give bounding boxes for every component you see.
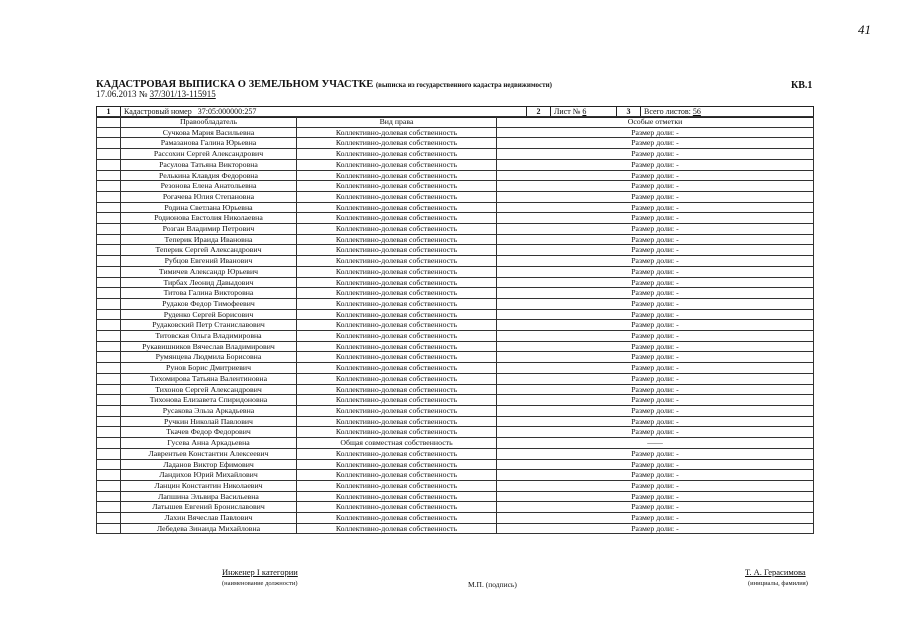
note-cell: Размер доли: - — [497, 149, 814, 160]
right-type-cell: Коллективно-долевая собственность — [297, 181, 497, 192]
right-type-cell: Коллективно-долевая собственность — [297, 459, 497, 470]
note-cell: Размер доли: - — [497, 288, 814, 299]
index-cell — [97, 502, 121, 513]
index-cell — [97, 138, 121, 149]
owner-cell: Тихонова Елизавета Спиридоновна — [121, 395, 297, 406]
right-type-cell: Коллективно-долевая собственность — [297, 331, 497, 342]
table-row — [97, 459, 814, 470]
owner-cell: Резонова Елена Анатольевна — [121, 181, 297, 192]
index-cell — [97, 245, 121, 256]
table-row — [97, 427, 814, 438]
sheet-label: Лист № — [554, 107, 581, 116]
note-cell: Размер доли: - — [497, 224, 814, 235]
owner-cell: Ланцин Константин Николаевич — [121, 480, 297, 491]
right-type-cell: Коллективно-долевая собственность — [297, 405, 497, 416]
owner-cell: Руденко Сергей Борисович — [121, 309, 297, 320]
owner-cell: Релькина Клавдия Федоровна — [121, 170, 297, 181]
owner-cell: Лахин Вячеслав Павлович — [121, 513, 297, 524]
right-type-cell: Коллективно-долевая собственность — [297, 341, 497, 352]
table-row — [97, 266, 814, 277]
owner-cell: Тимичев Александр Юрьевич — [121, 266, 297, 277]
table-row — [97, 491, 814, 502]
notes-column-header: Особые отметки — [497, 117, 814, 128]
table-row — [97, 234, 814, 245]
owner-cell: Родина Светлана Юрьевна — [121, 202, 297, 213]
right-type-cell: Общая совместная собственность — [297, 438, 497, 449]
index-cell — [97, 224, 121, 235]
owner-cell: Рукавишников Вячеслав Владимирович — [121, 341, 297, 352]
note-cell: Размер доли: - — [497, 523, 814, 534]
index-cell — [97, 352, 121, 363]
note-cell: Размер доли: - — [497, 245, 814, 256]
name-caption: (инициалы, фамилия) — [748, 580, 808, 587]
owner-cell: Титова Галина Викторовна — [121, 288, 297, 299]
owner-cell: Рудаковский Петр Станиславович — [121, 320, 297, 331]
right-type-cell: Коллективно-долевая собственность — [297, 352, 497, 363]
right-type-cell: Коллективно-долевая собственность — [297, 266, 497, 277]
index-cell — [97, 395, 121, 406]
index-cell — [97, 159, 121, 170]
right-type-cell: Коллективно-долевая собственность — [297, 127, 497, 138]
note-cell: Размер доли: - — [497, 234, 814, 245]
note-cell: Размер доли: - — [497, 138, 814, 149]
index-cell — [97, 480, 121, 491]
owner-cell: Гусева Анна Аркадьевна — [121, 438, 297, 449]
index-cell — [97, 213, 121, 224]
table-row — [97, 320, 814, 331]
owners-table — [96, 116, 814, 534]
table-row — [97, 373, 814, 384]
owner-cell: Ландихов Юрий Михайлович — [121, 470, 297, 481]
table-row — [97, 170, 814, 181]
right-type-cell: Коллективно-долевая собственность — [297, 288, 497, 299]
index-cell — [97, 320, 121, 331]
index-cell — [97, 363, 121, 374]
owner-cell: Лапшина Эльвира Васильевна — [121, 491, 297, 502]
right-type-cell: Коллективно-долевая собственность — [297, 138, 497, 149]
note-cell: Размер доли: - — [497, 213, 814, 224]
right-type-cell: Коллективно-долевая собственность — [297, 213, 497, 224]
right-type-cell: Коллективно-долевая собственность — [297, 480, 497, 491]
table-row — [97, 384, 814, 395]
index-cell — [97, 170, 121, 181]
note-cell: Размер доли: - — [497, 395, 814, 406]
note-cell: Размер доли: - — [497, 352, 814, 363]
right-type-cell: Коллективно-долевая собственность — [297, 234, 497, 245]
right-type-cell: Коллективно-долевая собственность — [297, 277, 497, 288]
signer-name-text: Т. А. Герасимова — [745, 567, 806, 577]
note-cell: Размер доли: - — [497, 341, 814, 352]
note-cell: Размер доли: - — [497, 373, 814, 384]
number-sign: № — [138, 89, 148, 99]
table-row — [97, 405, 814, 416]
right-type-cell: Коллективно-долевая собственность — [297, 298, 497, 309]
owner-cell: Титовская Ольга Владимировна — [121, 331, 297, 342]
table-header-row — [97, 117, 814, 128]
title-subtitle: (выписка из государственного кадастра недвижимости) — [375, 81, 552, 89]
form-code: КВ.1 — [791, 80, 813, 91]
table-row — [97, 363, 814, 374]
title-main: КАДАСТРОВАЯ ВЫПИСКА О ЗЕМЕЛЬНОМ УЧАСТКЕ — [96, 79, 374, 90]
table-row — [97, 331, 814, 342]
right-type-cell: Коллективно-долевая собственность — [297, 256, 497, 267]
table-row — [97, 288, 814, 299]
table-row — [97, 513, 814, 524]
index-cell — [97, 277, 121, 288]
index-column-header — [97, 117, 121, 128]
table-row — [97, 352, 814, 363]
owner-cell: Родионова Евстолия Николаевна — [121, 213, 297, 224]
index-cell — [97, 438, 121, 449]
index-cell — [97, 427, 121, 438]
note-cell: Размер доли: - — [497, 277, 814, 288]
owner-cell: Рамазанова Галина Юрьевна — [121, 138, 297, 149]
date-number-line — [96, 89, 216, 99]
index-cell — [97, 331, 121, 342]
table-row — [97, 480, 814, 491]
owner-cell: Лаврентьев Константин Алексеевич — [121, 448, 297, 459]
owner-cell: Тихонов Сергей Александрович — [121, 384, 297, 395]
note-cell: Размер доли: - — [497, 470, 814, 481]
note-cell: Размер доли: - — [497, 309, 814, 320]
cadastral-number: 37:05:000000:257 — [197, 107, 257, 116]
note-cell: Размер доли: - — [497, 448, 814, 459]
table-row — [97, 256, 814, 267]
position-caption: (наименование должности) — [222, 580, 298, 587]
note-cell: Размер доли: - — [497, 127, 814, 138]
index-cell — [97, 448, 121, 459]
total-label: Всего листов: — [644, 107, 691, 116]
note-cell: Размер доли: - — [497, 256, 814, 267]
owner-cell: Рубцов Евгений Иванович — [121, 256, 297, 267]
right-type-cell: Коллективно-долевая собственность — [297, 149, 497, 160]
note-cell: Размер доли: - — [497, 405, 814, 416]
note-cell: Размер доли: - — [497, 202, 814, 213]
index-cell — [97, 523, 121, 534]
table-row — [97, 138, 814, 149]
index-cell — [97, 149, 121, 160]
right-type-cell: Коллективно-долевая собственность — [297, 191, 497, 202]
signer-position — [222, 567, 298, 577]
right-type-cell: Коллективно-долевая собственность — [297, 245, 497, 256]
owner-cell: Рогачева Юлия Степановна — [121, 191, 297, 202]
right-type-cell: Коллективно-долевая собственность — [297, 384, 497, 395]
table-row — [97, 395, 814, 406]
total-index: 3 — [617, 107, 641, 118]
index-cell — [97, 384, 121, 395]
right-type-cell: Коллективно-долевая собственность — [297, 395, 497, 406]
index-cell — [97, 470, 121, 481]
note-cell: Размер доли: - — [497, 331, 814, 342]
right-column-header: Вид права — [297, 117, 497, 128]
owner-cell: Рудаков Федор Тимофеевич — [121, 298, 297, 309]
sheet-index: 2 — [527, 107, 551, 118]
page-number: 41 — [858, 22, 871, 37]
signer-name — [745, 567, 806, 577]
note-cell: Размер доли: - — [497, 502, 814, 513]
table-row — [97, 341, 814, 352]
note-cell: Размер доли: - — [497, 298, 814, 309]
sheet-number: 6 — [582, 107, 587, 116]
table-row — [97, 159, 814, 170]
note-cell: Размер доли: - — [497, 320, 814, 331]
header-index: 1 — [97, 107, 121, 118]
owner-cell: Тирбах Леонид Давыдович — [121, 277, 297, 288]
owner-cell: Ладанов Виктор Ефимович — [121, 459, 297, 470]
owner-cell: Румянцева Людмила Борисовна — [121, 352, 297, 363]
right-type-cell: Коллективно-долевая собственность — [297, 491, 497, 502]
index-cell — [97, 309, 121, 320]
cadastral-label: Кадастровый номер — [124, 107, 192, 116]
table-row — [97, 416, 814, 427]
table-row — [97, 127, 814, 138]
index-cell — [97, 373, 121, 384]
owner-column-header: Правообладатель — [121, 117, 297, 128]
index-cell — [97, 127, 121, 138]
table-row — [97, 224, 814, 235]
note-cell: Размер доли: - — [497, 480, 814, 491]
table-row — [97, 202, 814, 213]
right-type-cell: Коллективно-долевая собственность — [297, 373, 497, 384]
table-row — [97, 277, 814, 288]
note-cell: Размер доли: - — [497, 427, 814, 438]
table-row — [97, 213, 814, 224]
owner-cell: Розган Владимир Петрович — [121, 224, 297, 235]
owner-cell: Теперик Сергей Александрович — [121, 245, 297, 256]
owner-cell: Латышев Евгений Брониславович — [121, 502, 297, 513]
owner-cell: Расулова Татьяна Викторовна — [121, 159, 297, 170]
index-cell — [97, 234, 121, 245]
table-row — [97, 181, 814, 192]
owner-cell: Теперик Ираида Ивановна — [121, 234, 297, 245]
index-cell — [97, 266, 121, 277]
index-cell — [97, 202, 121, 213]
right-type-cell: Коллективно-долевая собственность — [297, 363, 497, 374]
right-type-cell: Коллективно-долевая собственность — [297, 416, 497, 427]
note-cell: Размер доли: - — [497, 513, 814, 524]
note-cell: —— — [497, 438, 814, 449]
right-type-cell: Коллективно-долевая собственность — [297, 309, 497, 320]
index-cell — [97, 459, 121, 470]
note-cell: Размер доли: - — [497, 191, 814, 202]
position-title: Инженер I категории — [222, 567, 298, 577]
right-type-cell: Коллективно-долевая собственность — [297, 170, 497, 181]
owner-cell: Ткачев Федор Федорович — [121, 427, 297, 438]
right-type-cell: Коллективно-долевая собственность — [297, 448, 497, 459]
total-number: 56 — [692, 107, 701, 116]
right-type-cell: Коллективно-долевая собственность — [297, 470, 497, 481]
note-cell: Размер доли: - — [497, 181, 814, 192]
note-cell: Размер доли: - — [497, 170, 814, 181]
index-cell — [97, 181, 121, 192]
owner-cell: Лебедева Зинаида Михайловна — [121, 523, 297, 534]
index-cell — [97, 491, 121, 502]
index-cell — [97, 288, 121, 299]
owner-cell: Сучкова Мария Васильевна — [121, 127, 297, 138]
note-cell: Размер доли: - — [497, 363, 814, 374]
right-type-cell: Коллективно-долевая собственность — [297, 224, 497, 235]
owner-cell: Тихомирова Татьяна Валентиновна — [121, 373, 297, 384]
right-type-cell: Коллективно-долевая собственность — [297, 523, 497, 534]
right-type-cell: Коллективно-долевая собственность — [297, 202, 497, 213]
table-row — [97, 191, 814, 202]
index-cell — [97, 416, 121, 427]
note-cell: Размер доли: - — [497, 159, 814, 170]
owner-cell: Ручкин Николай Павлович — [121, 416, 297, 427]
table-row — [97, 438, 814, 449]
index-cell — [97, 513, 121, 524]
note-cell: Размер доли: - — [497, 459, 814, 470]
index-cell — [97, 341, 121, 352]
index-cell — [97, 256, 121, 267]
right-type-cell: Коллективно-долевая собственность — [297, 513, 497, 524]
note-cell: Размер доли: - — [497, 416, 814, 427]
index-cell — [97, 191, 121, 202]
right-type-cell: Коллективно-долевая собственность — [297, 427, 497, 438]
table-row — [97, 502, 814, 513]
note-cell: Размер доли: - — [497, 384, 814, 395]
table-row — [97, 309, 814, 320]
table-row — [97, 298, 814, 309]
note-cell: Размер доли: - — [497, 266, 814, 277]
right-type-cell: Коллективно-долевая собственность — [297, 320, 497, 331]
table-row — [97, 448, 814, 459]
seal-caption: М.П. (подпись) — [468, 580, 517, 589]
document-date: 17.06.2013 — [96, 89, 137, 99]
owner-cell: Рассохин Сергей Александрович — [121, 149, 297, 160]
owner-cell: Рунов Борис Дмитриевич — [121, 363, 297, 374]
index-cell — [97, 298, 121, 309]
right-type-cell: Коллективно-долевая собственность — [297, 159, 497, 170]
note-cell: Размер доли: - — [497, 491, 814, 502]
index-cell — [97, 405, 121, 416]
document-number: 37/301/13-115915 — [149, 89, 216, 99]
right-type-cell: Коллективно-долевая собственность — [297, 502, 497, 513]
table-row — [97, 523, 814, 534]
table-row — [97, 245, 814, 256]
owner-cell: Русакова Эльза Аркадьевна — [121, 405, 297, 416]
table-row — [97, 470, 814, 481]
table-row — [97, 149, 814, 160]
